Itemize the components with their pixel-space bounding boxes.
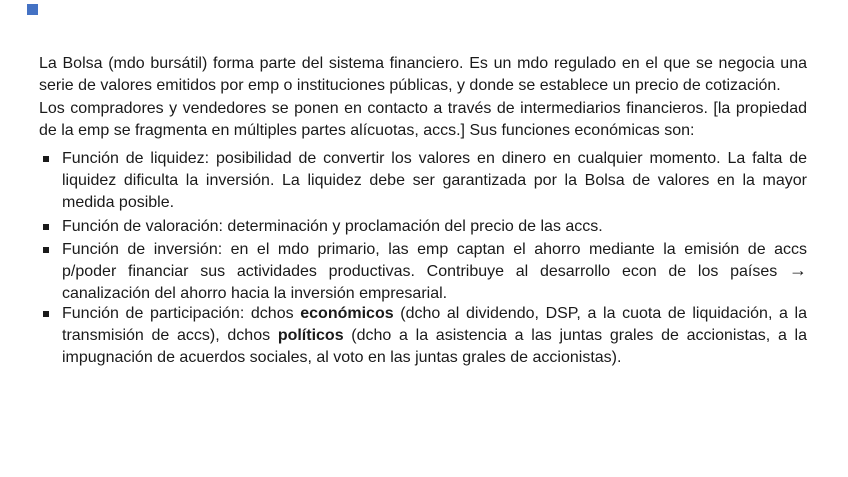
bullet-item-liquidez [39, 148, 807, 214]
paragraph-compradores [39, 98, 807, 142]
text-segment: (dcho a la asistencia a las juntas grales de accionistas, a la [343, 327, 808, 344]
text-line [62, 303, 807, 325]
bullet-square-marker [43, 247, 49, 253]
text-line: Función de liquidez: posibilidad de convertir los valores en dinero en cualquier momento. La falta de [62, 150, 807, 167]
text-segment: (dcho al dividendo, DSP, a la cuota de liquidación, a la [393, 305, 808, 322]
bullet-square-marker [43, 224, 49, 230]
top-left-accent-square [27, 4, 38, 15]
text-line: Función de valoración: determinación y proclamación del precio de las accs. [62, 218, 603, 235]
bullet-item-inversion [39, 239, 807, 305]
text-line: de la emp se fragmenta en múltiples partes alícuotas, accs.] Sus funciones económicas son: [39, 122, 695, 139]
slide-text-content [39, 53, 807, 369]
bold-term-economicos: económicos [300, 305, 394, 322]
functions-bullet-list [39, 148, 807, 369]
bullet-item-valoracion [39, 216, 807, 238]
text-line: canalización del ahorro hacia la inversión empresarial. [62, 285, 448, 302]
text-line: Función de inversión: en el mdo primario, las emp captan el ahorro mediante la emisión de accs [62, 241, 807, 258]
text-segment: p/poder financiar sus actividades productivas. Contribuye al desarrollo econ de los países [62, 263, 778, 280]
text-line [62, 325, 807, 347]
text-segment: transmisión de accs), dchos [62, 327, 278, 344]
right-arrow-icon: → [789, 260, 807, 280]
text-line: impugnación de acuerdos sociales, al voto en las juntas grales de accionistas). [62, 349, 622, 366]
text-line: serie de valores emitidos por emp o instituciones públicas, y donde se establece un precio de cotización. [39, 77, 781, 94]
text-line: Los compradores y vendedores se ponen en contacto a través de intermediarios financieros. [la propiedad [39, 100, 807, 117]
bullet-square-marker [43, 311, 49, 317]
bullet-item-participacion [39, 303, 807, 369]
text-line: medida posible. [62, 194, 175, 211]
text-line: La Bolsa (mdo bursátil) forma parte del sistema financiero. Es un mdo regulado en el que se negocia una [39, 55, 807, 72]
text-segment: Función de participación: dchos [62, 305, 301, 322]
text-line: liquidez dificulta la inversión. La liquidez debe ser garantizada por la Bolsa de valores en la mayor [62, 172, 807, 189]
paragraph-intro-bolsa [39, 53, 807, 97]
text-line [62, 261, 807, 283]
bold-term-politicos: políticos [277, 327, 344, 344]
bullet-square-marker [43, 156, 49, 162]
